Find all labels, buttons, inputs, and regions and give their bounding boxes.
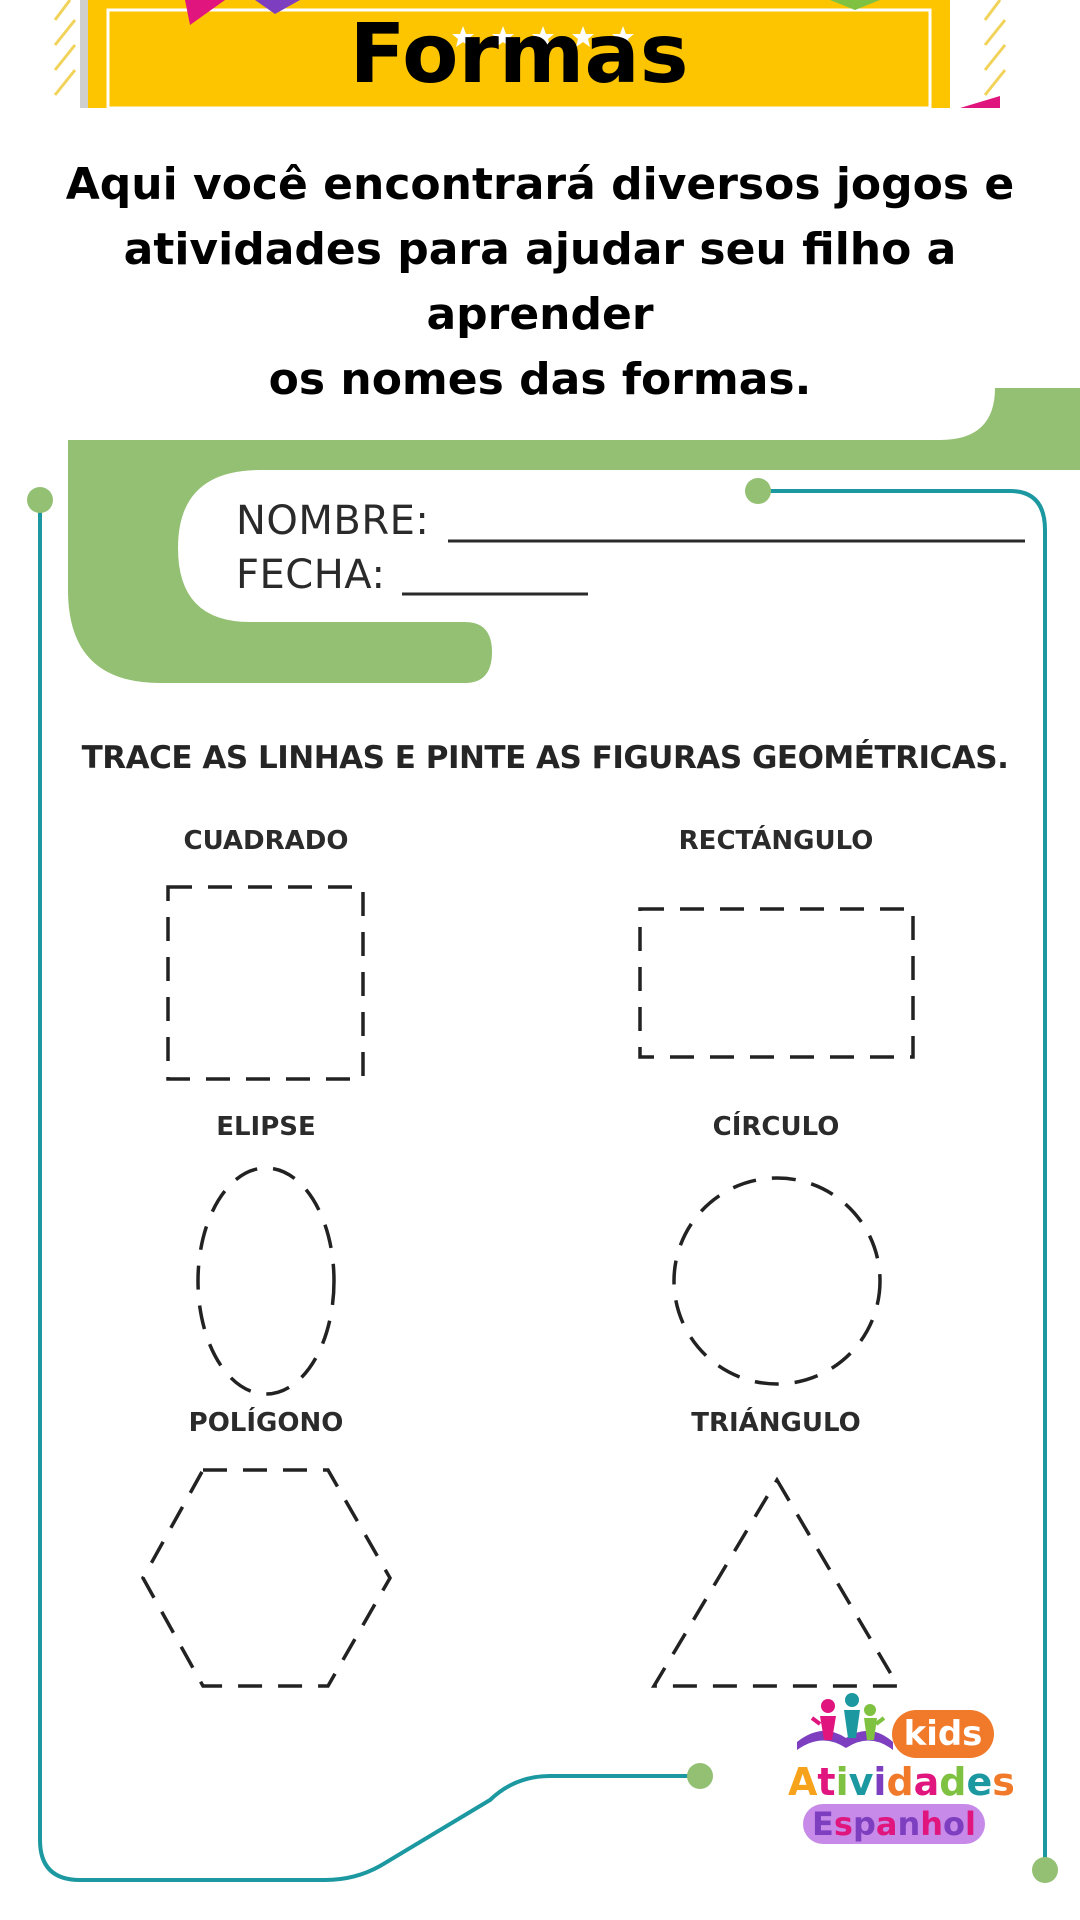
shape-label-square: CUADRADO: [183, 826, 349, 856]
logo-letter: a: [875, 1805, 898, 1843]
logo-letter: i: [835, 1760, 849, 1804]
shape-label-triangle: TRIÁNGULO: [691, 1408, 861, 1438]
logo-letter: E: [812, 1805, 834, 1843]
logo-letter: d: [886, 1760, 914, 1804]
logo-letter: v: [848, 1760, 874, 1804]
intro-text: [20, 152, 1060, 412]
instruction-text: TRACE AS LINHAS E PINTE AS FIGURAS GEOMÉTRICAS.: [81, 740, 1009, 776]
shape-label-polygon: POLÍGONO: [188, 1408, 344, 1438]
shape-label-ellipse: ELIPSE: [216, 1112, 316, 1142]
logo-letter: e: [966, 1760, 993, 1804]
logo-espanhol: [803, 1804, 985, 1844]
teal-frame: [40, 491, 1045, 1880]
logo-letter: d: [939, 1760, 967, 1804]
frame-dot-icon: [27, 487, 53, 513]
page-title: Formas: [349, 7, 689, 102]
logo-letter: s: [833, 1805, 853, 1843]
intro-line: atividades para ajudar seu filho a aprender: [123, 224, 957, 340]
intro-line: os nomes das formas.: [268, 354, 812, 405]
frame-dot-icon: [687, 1763, 713, 1789]
name-label: NOMBRE:: [236, 498, 430, 544]
logo-letter: s: [992, 1760, 1015, 1804]
logo-letter: A: [788, 1760, 818, 1804]
frame-dot-icon: [745, 478, 771, 504]
logo-letter: l: [964, 1805, 976, 1843]
logo-letter: p: [852, 1805, 876, 1843]
logo-letter: o: [943, 1805, 965, 1843]
dashed-hexagon-icon: [143, 1470, 390, 1686]
logo-letter: i: [873, 1760, 887, 1804]
reading-kids-book-icon: [797, 1693, 893, 1750]
dashed-triangle-icon: [654, 1480, 898, 1686]
logo-letter: n: [897, 1805, 921, 1843]
logo-letter: t: [817, 1760, 836, 1804]
dashed-rectangle-icon: [640, 909, 913, 1057]
shape-label-rectangle: RECTÁNGULO: [678, 826, 874, 856]
logo-letter: h: [920, 1805, 943, 1843]
frame-dot-icon: [1032, 1857, 1058, 1883]
green-header-shape: [68, 388, 1080, 683]
logo-letter: a: [913, 1760, 940, 1804]
dashed-ellipse-icon: [198, 1168, 334, 1394]
intro-line: Aqui você encontrará diversos jogos e: [65, 159, 1015, 210]
logo-atividades: [788, 1758, 1015, 1806]
dashed-circle-icon: [674, 1178, 880, 1384]
logo-kids-badge: kids: [892, 1710, 994, 1758]
shape-label-circle: CÍRCULO: [712, 1112, 840, 1142]
date-label: FECHA:: [236, 552, 386, 598]
dashed-square-icon: [168, 887, 363, 1079]
